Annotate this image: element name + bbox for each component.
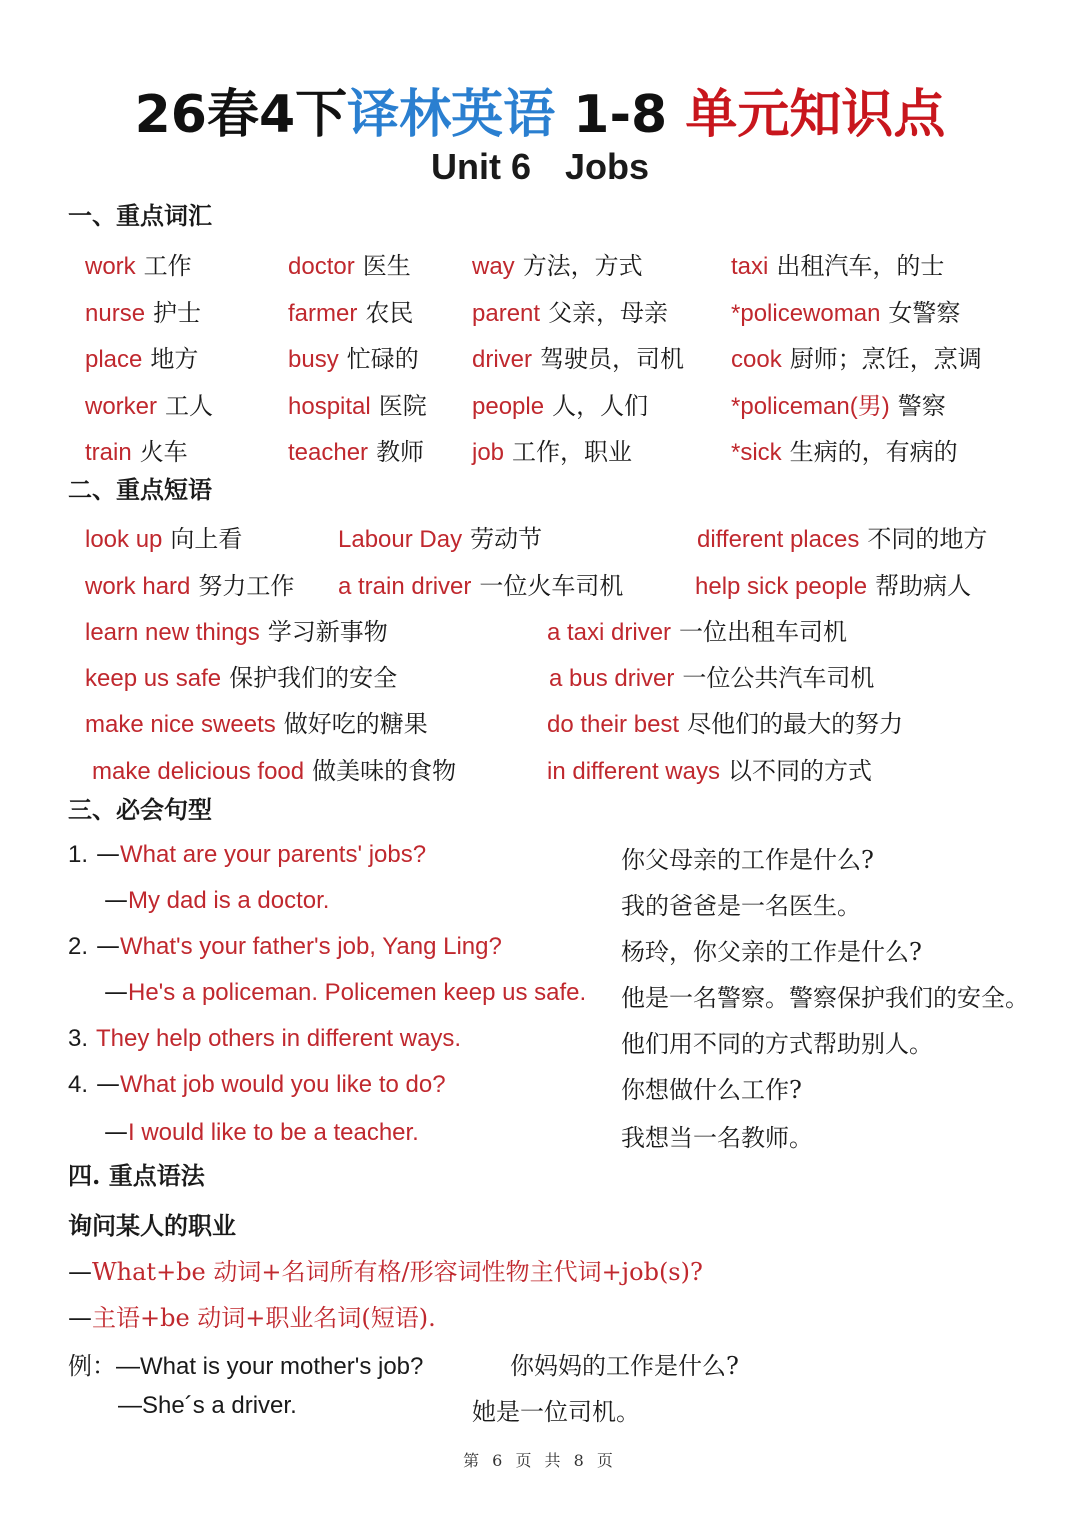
sentence-en: He's a policeman. Policemen keep us safe. bbox=[128, 979, 587, 1006]
phrase-en: do their best bbox=[547, 711, 680, 738]
grammar-dash-1: — bbox=[68, 1258, 92, 1286]
phrase-zh: 学习新事物 bbox=[267, 618, 388, 646]
vocab-word: taxi bbox=[731, 253, 769, 280]
vocab-meaning: 教师 bbox=[376, 438, 425, 466]
phrase-en: help sick people bbox=[695, 573, 868, 600]
sentence-line bbox=[104, 978, 586, 1007]
vocab-meaning: 方法，方式 bbox=[522, 252, 643, 280]
phrase-en: look up bbox=[85, 526, 163, 553]
sentence-number: 2. bbox=[68, 933, 89, 960]
sentence-zh: 你想做什么工作? bbox=[621, 1076, 802, 1104]
vocab-word: *policewoman bbox=[731, 299, 881, 327]
sentence-line bbox=[68, 840, 426, 869]
phrase-item bbox=[695, 566, 971, 601]
vocab-word: nurse bbox=[85, 299, 146, 327]
phrase-en: a bus driver bbox=[549, 665, 675, 692]
grammar-example-1 bbox=[68, 1346, 423, 1381]
phrase-zh: 以不同的方式 bbox=[727, 757, 872, 785]
sentence-zh: 你父母亲的工作是什么? bbox=[621, 846, 874, 874]
vocab-item bbox=[731, 246, 944, 281]
phrase-zh: 保护我们的安全 bbox=[229, 664, 398, 692]
vocab-word: worker bbox=[85, 392, 158, 420]
title-part-4: 单元知识点 bbox=[685, 85, 946, 145]
phrase-zh: 一位出租车司机 bbox=[679, 618, 848, 646]
vocab-item bbox=[85, 339, 198, 374]
vocab-word: work bbox=[85, 253, 136, 280]
sentence-dash: — bbox=[96, 1070, 121, 1098]
sentence-line bbox=[68, 1024, 461, 1053]
title-part-2: 译林英语 bbox=[347, 85, 556, 145]
vocab-item bbox=[731, 386, 946, 421]
phrase-item bbox=[85, 519, 242, 554]
phrase-zh: 做美味的食物 bbox=[312, 757, 457, 785]
phrase-item bbox=[547, 751, 872, 786]
phrase-item bbox=[92, 751, 456, 786]
vocab-item bbox=[85, 246, 192, 281]
vocab-word: farmer bbox=[288, 299, 358, 327]
page-title bbox=[0, 72, 1080, 147]
phrase-en: make delicious food bbox=[92, 758, 305, 785]
section-phrases-heading: 二、重点短语 bbox=[68, 475, 212, 504]
grammar-pattern-1-text: What+be 动词+名词所有格/形容词性物主代词+job(s)? bbox=[92, 1258, 703, 1286]
example-label: 例： bbox=[68, 1352, 116, 1380]
vocab-meaning: 护士 bbox=[153, 298, 202, 327]
phrase-zh: 帮助病人 bbox=[875, 572, 972, 600]
vocab-meaning: 地方 bbox=[150, 345, 199, 373]
phrase-zh: 努力工作 bbox=[198, 572, 295, 600]
vocab-meaning: 火车 bbox=[139, 438, 188, 466]
vocab-item bbox=[288, 339, 419, 374]
vocab-meaning: 出租汽车，的士 bbox=[776, 252, 945, 280]
phrase-zh: 向上看 bbox=[170, 525, 243, 553]
vocab-item bbox=[731, 432, 958, 467]
page-footer: 第 6 页 共 8 页 bbox=[463, 1451, 617, 1470]
vocab-item bbox=[288, 386, 427, 421]
section-sentences-heading: 三、必会句型 bbox=[68, 795, 212, 824]
sentence-zh: 我想当一名教师。 bbox=[621, 1124, 813, 1152]
phrase-en: keep us safe bbox=[85, 665, 222, 692]
vocab-word: hospital bbox=[288, 392, 371, 420]
vocab-word: train bbox=[85, 439, 132, 466]
vocab-item bbox=[85, 432, 188, 467]
section-grammar-heading: 四. 重点语法 bbox=[68, 1161, 205, 1190]
vocab-word: people bbox=[472, 392, 545, 420]
phrase-zh: 劳动节 bbox=[470, 525, 543, 553]
phrase-item bbox=[85, 704, 428, 739]
sentence-line bbox=[104, 1118, 419, 1147]
vocab-meaning: 厨师；烹饪，烹调 bbox=[789, 345, 982, 373]
vocab-item bbox=[288, 432, 424, 467]
phrase-item bbox=[547, 612, 847, 647]
sentence-number: 4. bbox=[68, 1071, 89, 1098]
sentence-dash: — bbox=[96, 932, 121, 960]
vocab-meaning: 忙碌的 bbox=[346, 345, 419, 373]
phrase-en: a train driver bbox=[338, 573, 472, 600]
sentence-en: My dad is a doctor. bbox=[128, 887, 330, 914]
vocab-item bbox=[288, 293, 413, 328]
sentence-number: 1. bbox=[68, 841, 89, 868]
grammar-pattern-1 bbox=[68, 1252, 703, 1287]
phrase-zh: 一位火车司机 bbox=[479, 572, 624, 600]
phrase-item bbox=[338, 519, 542, 554]
example-2-en: —She´s a driver. bbox=[118, 1392, 297, 1419]
grammar-pattern-2 bbox=[68, 1298, 436, 1333]
title-part-1: 26春4下 bbox=[134, 85, 348, 145]
grammar-dash-2: — bbox=[68, 1304, 92, 1332]
sentence-zh: 他是一名警察。警察保护我们的安全。 bbox=[621, 984, 1029, 1012]
unit-subtitle bbox=[0, 146, 1080, 188]
vocab-word: job bbox=[472, 439, 505, 466]
vocab-meaning: 警察 bbox=[897, 391, 946, 420]
vocab-item bbox=[472, 339, 684, 374]
grammar-intro: 询问某人的职业 bbox=[68, 1211, 236, 1240]
phrase-en: in different ways bbox=[547, 758, 720, 785]
vocab-item bbox=[85, 386, 213, 421]
sentence-zh: 我的爸爸是一名医生。 bbox=[621, 892, 861, 920]
vocab-word: *policeman(男) bbox=[731, 392, 890, 420]
phrase-item bbox=[85, 658, 397, 693]
vocab-meaning: 人，人们 bbox=[552, 391, 649, 420]
sentence-dash: — bbox=[104, 886, 128, 914]
vocab-meaning: 驾驶员，司机 bbox=[540, 345, 685, 373]
example-1-zh: 你妈妈的工作是什么? bbox=[510, 1352, 739, 1380]
sentence-line bbox=[68, 1070, 446, 1099]
sentence-zh: 杨玲，你父亲的工作是什么? bbox=[621, 938, 922, 966]
phrase-zh: 不同的地方 bbox=[867, 525, 988, 553]
phrase-item bbox=[338, 566, 623, 601]
example-1-en: —What is your mother's job? bbox=[116, 1353, 424, 1380]
vocab-word: *sick bbox=[731, 439, 782, 466]
vocab-meaning: 生病的，有病的 bbox=[789, 438, 958, 466]
vocab-meaning: 工人 bbox=[165, 391, 214, 420]
vocab-item bbox=[731, 293, 960, 328]
unit-number: Unit 6 bbox=[430, 146, 531, 187]
vocab-meaning: 女警察 bbox=[888, 298, 961, 327]
sentence-line bbox=[104, 886, 329, 915]
phrase-zh: 做好吃的糖果 bbox=[283, 710, 428, 738]
vocab-word: cook bbox=[731, 346, 782, 373]
vocab-word: parent bbox=[472, 299, 541, 327]
vocab-item bbox=[731, 339, 982, 374]
title-part-3: 1-8 bbox=[573, 85, 668, 145]
unit-topic: Jobs bbox=[564, 146, 650, 187]
sentence-en: What's your father's job, Yang Ling? bbox=[120, 933, 502, 960]
vocab-item bbox=[472, 432, 632, 467]
vocab-meaning: 父亲，母亲 bbox=[548, 298, 669, 327]
phrase-en: Labour Day bbox=[338, 526, 463, 553]
vocab-item bbox=[472, 386, 648, 421]
sentence-dash: — bbox=[104, 978, 128, 1006]
vocab-word: way bbox=[472, 253, 515, 280]
phrase-item bbox=[85, 612, 388, 647]
sentence-zh: 他们用不同的方式帮助别人。 bbox=[621, 1030, 933, 1058]
sentence-line bbox=[68, 932, 502, 961]
vocab-meaning: 农民 bbox=[365, 298, 414, 327]
phrase-zh: 一位公共汽车司机 bbox=[682, 664, 875, 692]
vocab-meaning: 医院 bbox=[378, 391, 427, 420]
sentence-number: 3. bbox=[68, 1025, 89, 1052]
vocab-item bbox=[288, 246, 411, 281]
vocab-word: busy bbox=[288, 346, 339, 373]
sentence-en: What job would you like to do? bbox=[120, 1071, 446, 1098]
vocab-item bbox=[472, 246, 643, 281]
phrase-zh: 尽他们的最大的努力 bbox=[687, 710, 904, 738]
vocab-word: doctor bbox=[288, 253, 355, 280]
sentence-en: What are your parents' jobs? bbox=[120, 841, 427, 868]
phrase-en: make nice sweets bbox=[85, 711, 276, 738]
section-vocab-heading: 一、重点词汇 bbox=[68, 201, 212, 230]
sentence-en: They help others in different ways. bbox=[96, 1025, 462, 1052]
vocab-meaning: 工作，职业 bbox=[512, 438, 633, 466]
vocab-word: teacher bbox=[288, 439, 369, 466]
phrase-en: learn new things bbox=[85, 619, 260, 646]
vocab-meaning: 工作 bbox=[143, 252, 192, 280]
example-2-zh: 她是一位司机。 bbox=[472, 1398, 640, 1426]
vocab-item bbox=[472, 293, 668, 328]
phrase-item bbox=[85, 566, 294, 601]
vocab-word: driver bbox=[472, 346, 533, 373]
sentence-en: I would like to be a teacher. bbox=[128, 1119, 419, 1146]
sentence-dash: — bbox=[104, 1118, 128, 1146]
sentence-dash: — bbox=[96, 840, 121, 868]
vocab-word: place bbox=[85, 346, 143, 373]
phrase-en: a taxi driver bbox=[547, 619, 672, 646]
phrase-en: different places bbox=[697, 526, 860, 553]
vocab-item bbox=[85, 293, 201, 328]
phrase-item bbox=[697, 519, 987, 554]
phrase-item bbox=[549, 658, 874, 693]
phrase-en: work hard bbox=[85, 573, 191, 600]
phrase-item bbox=[547, 704, 903, 739]
vocab-meaning: 医生 bbox=[362, 252, 411, 280]
grammar-pattern-2-text: 主语+be 动词+职业名词(短语). bbox=[92, 1304, 436, 1332]
